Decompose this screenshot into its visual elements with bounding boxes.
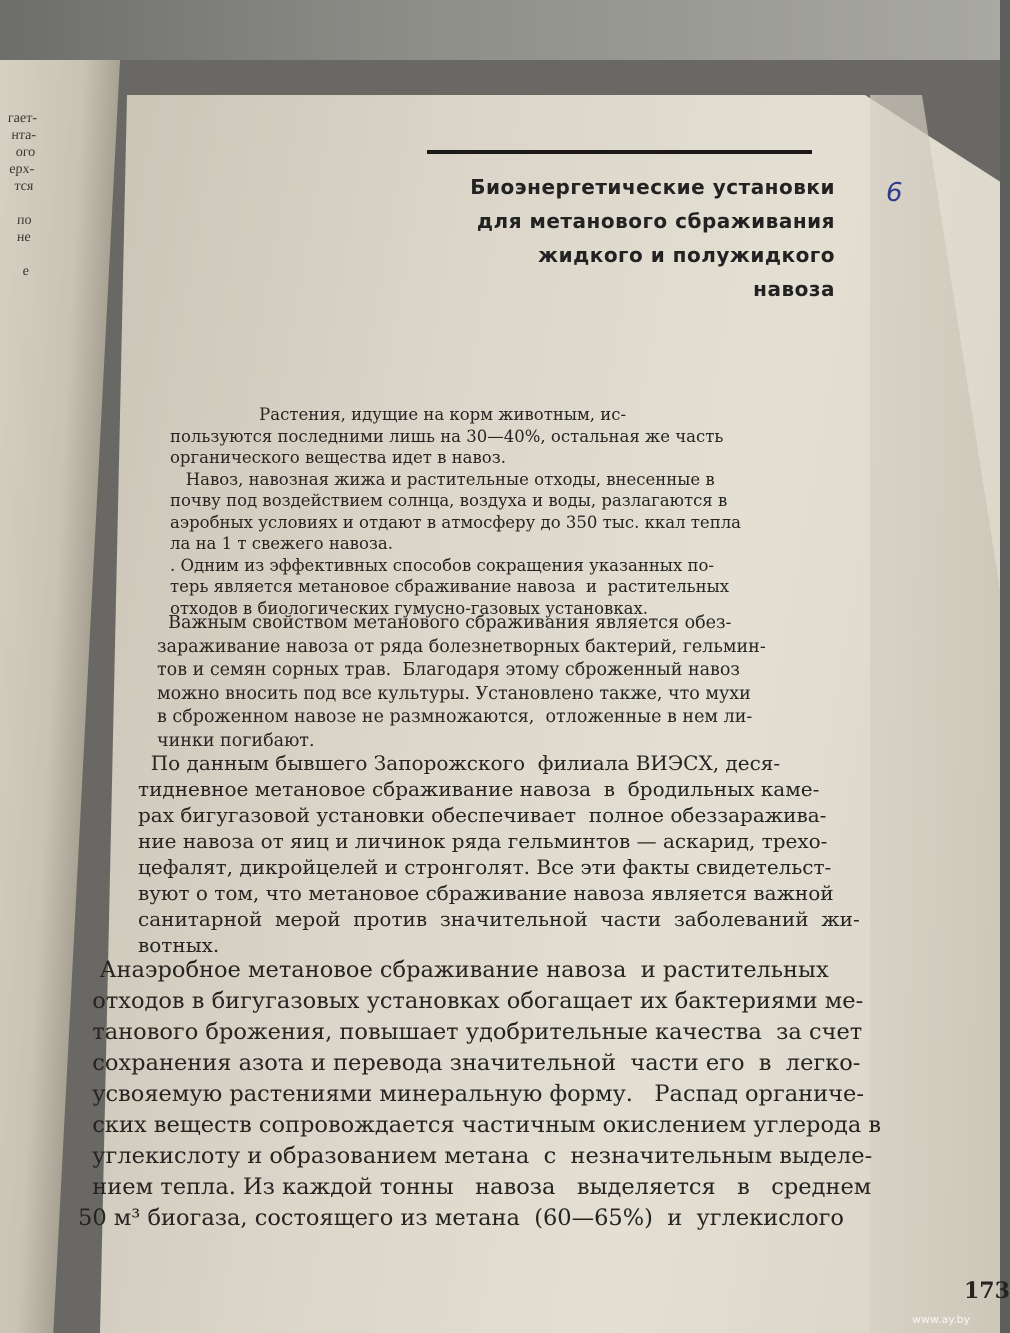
left-fragment: не (16, 230, 32, 245)
text-line: ских веществ сопровождается частичным окислением углерода в (78, 1112, 882, 1138)
text-line: терь является метановое сбраживание навоза и растительных (170, 577, 730, 596)
watermark: www.ay.by (912, 1313, 971, 1326)
text-line: цефалят, дикройцелей и стронголят. Все эти факты свидетельст- (138, 855, 832, 879)
chapter-title (400, 170, 835, 306)
text-line: в сброженном навозе не размножаются, отложенные в нем ли- (157, 707, 753, 727)
title-line: жидкого и полужидкого (538, 243, 835, 267)
handwritten-mark: 6 (886, 178, 903, 208)
text-line: ла на 1 т свежего навоза. (170, 534, 393, 553)
text-line: По данным бывшего Запорожского филиала ВИЭСХ, деся- (138, 751, 781, 775)
title-line: навоза (753, 277, 835, 301)
paragraph-disinfection (157, 612, 766, 753)
text-line: . Одним из эффективных способов сокращения указанных по- (170, 555, 715, 575)
text-line: ние навоза от яиц и личинок ряда гельминтов — аскарид, трехо- (138, 829, 828, 853)
text-line: санитарной мерой против значительной части заболеваний жи- (138, 907, 860, 931)
text-line: отходов в биологических гумусно-газовых установках. (170, 598, 649, 618)
left-fragment: е (22, 264, 30, 279)
text-line: 50 м³ биогаза, состоящего из метана (60—65%) и углекислого (78, 1205, 844, 1231)
paragraph-intro (170, 404, 741, 619)
text-line: аэробных условиях и отдают в атмосферу до 350 тыс. ккал тепла (170, 512, 742, 532)
text-line: Растения, идущие на корм животным, ис- (170, 405, 627, 424)
text-line: Анаэробное метановое сбраживание навоза и растительных (78, 957, 829, 983)
text-line: сохранения азота и перевода значительной части его в легко- (78, 1050, 861, 1076)
text-line: нием тепла. Из каждой тонны навоза выделяется в среднем (78, 1174, 872, 1200)
text-line: можно вносить под все культуры. Установлено также, что мухи (157, 683, 751, 704)
title-line: Биоэнергетические установки (470, 175, 835, 199)
left-fragment: нта- (10, 128, 37, 143)
text-line: вотных. (138, 933, 220, 957)
left-page-text-fragments (0, 110, 37, 280)
text-line: вуют о том, что метановое сбраживание навоза является важной (138, 881, 834, 905)
text-line: пользуются последними лишь на 30—40%, остальная же часть (170, 426, 724, 446)
left-fragment (0, 246, 30, 263)
text-line: органического вещества идет в навоз. (170, 448, 506, 467)
left-fragment: ерх- (8, 162, 35, 177)
left-fragment: ого (15, 145, 36, 160)
left-fragment: гает- (7, 111, 38, 126)
text-line: рах бигугазовой установки обеспечивает полное обеззаражива- (138, 803, 827, 827)
paragraph-anaerobic (78, 955, 881, 1234)
title-line: для метанового сбраживания (476, 209, 835, 233)
left-fragment: тся (14, 179, 34, 194)
text-line: чинки погибают. (157, 730, 315, 751)
paragraph-research (138, 750, 860, 958)
left-fragment: по (16, 213, 32, 228)
text-line: тов и семян сорных трав. Благодаря этому сброженный навоз (157, 660, 740, 680)
text-line: Важным свойством метанового сбраживания является обез- (157, 613, 732, 633)
text-line: зараживание навоза от ряда болезнетворных бактерий, гельмин- (157, 636, 766, 657)
text-line: почву под воздействием солнца, воздуха и воды, разлагаются в (170, 491, 728, 510)
text-line: Навоз, навозная жижа и растительные отходы, внесенные в (170, 469, 715, 489)
text-line: танового брожения, повышает удобрительные качества за счет (78, 1019, 863, 1045)
text-line: углекислоту и образованием метана с незначительным выделе- (78, 1143, 873, 1169)
text-line: усвояемую растениями минеральную форму. Распад органиче- (78, 1081, 864, 1107)
chapter-rule (427, 150, 812, 154)
left-fragment (0, 195, 33, 212)
text-line: отходов в бигугазовых установках обогащает их бактериями ме- (78, 988, 864, 1014)
text-line: тидневное метановое сбраживание навоза в бродильных каме- (138, 777, 820, 801)
page-number: 173 (964, 1278, 1010, 1304)
